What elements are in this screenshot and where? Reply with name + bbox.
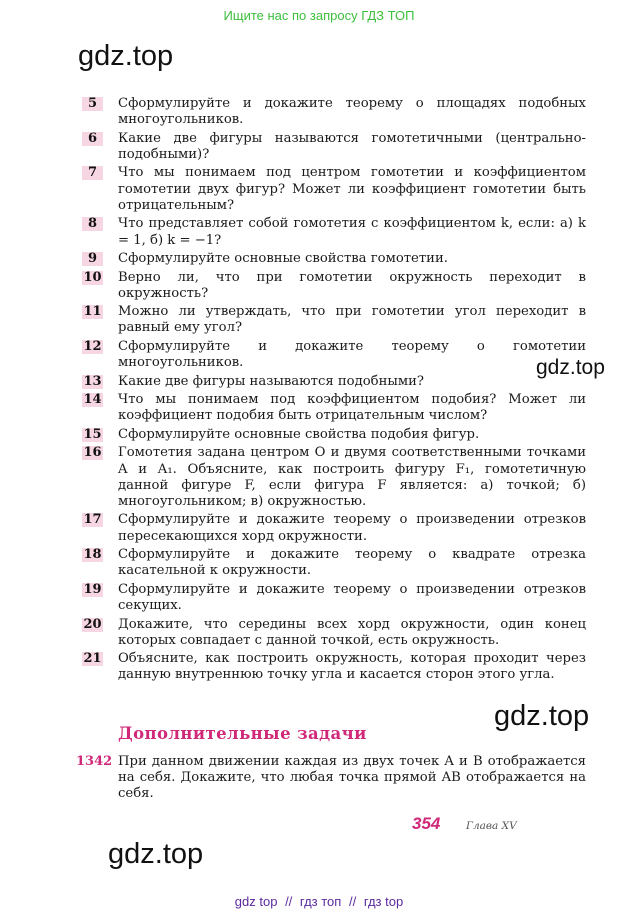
- question-text: Что мы понимаем под центром гомотетии и коэффициентом гомотетии двух фигур? Может ли коэффициент гомотетии быть отрицательным?: [118, 165, 586, 213]
- question-number: 16: [83, 445, 102, 461]
- watermark-logo[interactable]: gdz.top: [108, 838, 204, 870]
- watermark-logo[interactable]: gdz.top: [494, 700, 590, 732]
- chapter-label: Глава XV: [466, 820, 517, 832]
- question-number: 13: [83, 373, 102, 389]
- question-text: Верно ли, что при гомотетии окружность переходит в окружность?: [118, 269, 586, 301]
- question-number: 9: [82, 252, 103, 266]
- question-number: 21: [83, 651, 102, 667]
- footer-separator: //: [285, 894, 293, 909]
- question-number: 7: [82, 166, 103, 180]
- question-item: [82, 374, 586, 390]
- question-text: Гомотетия задана центром O и двумя соответственными точками A и A₁. Объясните, как построить фигуру F₁, гомотетичную данной фигуре F, если фигура F является: а) точкой; б) многоугольником; в) окружностью.: [118, 445, 586, 509]
- footer-separator: //: [348, 894, 357, 909]
- question-text: Сформулируйте основные свойства подобия фигур.: [118, 426, 480, 442]
- watermark-logo[interactable]: gdz.top: [78, 40, 174, 72]
- question-text: Докажите, что середины всех хорд окружности, один конец которых совпадает с данной точкой, есть окружность.: [118, 616, 586, 648]
- question-text: Сформулируйте и докажите теорему о гомотетии многоугольников.: [118, 338, 586, 371]
- question-list: [82, 96, 586, 686]
- footer-links: [0, 894, 638, 909]
- question-item: [82, 392, 586, 424]
- question-number: 14: [83, 392, 102, 408]
- question-number: 20: [83, 616, 102, 632]
- question-item: [82, 96, 586, 128]
- question-text: Сформулируйте и докажите теорему о произведении отрезков секущих.: [118, 581, 586, 614]
- question-number: 12: [83, 338, 102, 354]
- question-number: 5: [82, 97, 103, 111]
- question-item: [82, 216, 586, 248]
- question-number: 18: [83, 547, 102, 563]
- question-text: Объясните, как построить окружность, которая проходит через данную внутреннюю точку угла и касается сторон этого угла.: [118, 651, 586, 683]
- watermark-logo[interactable]: gdz.top: [536, 356, 605, 379]
- question-item: [82, 131, 586, 163]
- question-number: 17: [83, 512, 102, 528]
- question-item: [82, 512, 586, 544]
- question-item: [82, 445, 586, 510]
- question-number: 6: [82, 132, 103, 146]
- question-number: 15: [83, 426, 102, 442]
- question-text: Что представляет собой гомотетия с коэффициентом k, если: а) k = 1, б) k = −1?: [118, 216, 586, 248]
- question-item: [82, 270, 586, 302]
- footer-link[interactable]: гдз топ: [299, 894, 342, 909]
- question-item: [82, 427, 586, 443]
- task-text: При данном движении каждая из двух точек A и B отображается на себя. Докажите, что любая точка прямой AB отображается на себя.: [118, 754, 586, 802]
- question-number: 19: [83, 581, 102, 597]
- question-text: Можно ли утверждать, что при гомотетии угол переходит в равный ему угол?: [118, 304, 586, 336]
- question-number: 10: [83, 269, 102, 285]
- section-title: Дополнительные задачи: [118, 724, 367, 743]
- question-text: Сформулируйте и докажите теорему о квадрате отрезка касательной к окружности.: [118, 547, 586, 579]
- question-text: Сформулируйте и докажите теорему о произведении отрезков пересекающихся хорд окружности.: [118, 512, 586, 544]
- question-text: Сформулируйте и докажите теорему о площадях подобных многоугольников.: [118, 96, 586, 128]
- question-item: [82, 251, 586, 267]
- additional-task: [76, 754, 586, 803]
- footer-link[interactable]: гдз top: [363, 894, 404, 909]
- question-item: [82, 617, 586, 649]
- search-banner: Ищите нас по запросу ГДЗ ТОП: [223, 8, 415, 23]
- question-item: [82, 165, 586, 214]
- task-number: 1342: [76, 754, 113, 769]
- question-number: 8: [82, 217, 103, 231]
- question-item: [82, 339, 586, 371]
- question-item: [82, 304, 586, 336]
- question-text: Что мы понимаем под коэффициентом подобия? Может ли коэффициент подобия быть отрицательным числом?: [118, 392, 586, 424]
- page-number: 354: [412, 814, 441, 833]
- question-item: [82, 651, 586, 683]
- question-text: Сформулируйте основные свойства гомотетии.: [118, 251, 448, 267]
- question-item: [82, 582, 586, 614]
- footer-link[interactable]: gdz top: [234, 894, 278, 909]
- question-text: Какие две фигуры называются подобными?: [118, 373, 424, 389]
- question-number: 11: [83, 304, 102, 320]
- question-item: [82, 547, 586, 579]
- question-text: Какие две фигуры называются гомотетичными (центрально-подобными)?: [118, 130, 586, 162]
